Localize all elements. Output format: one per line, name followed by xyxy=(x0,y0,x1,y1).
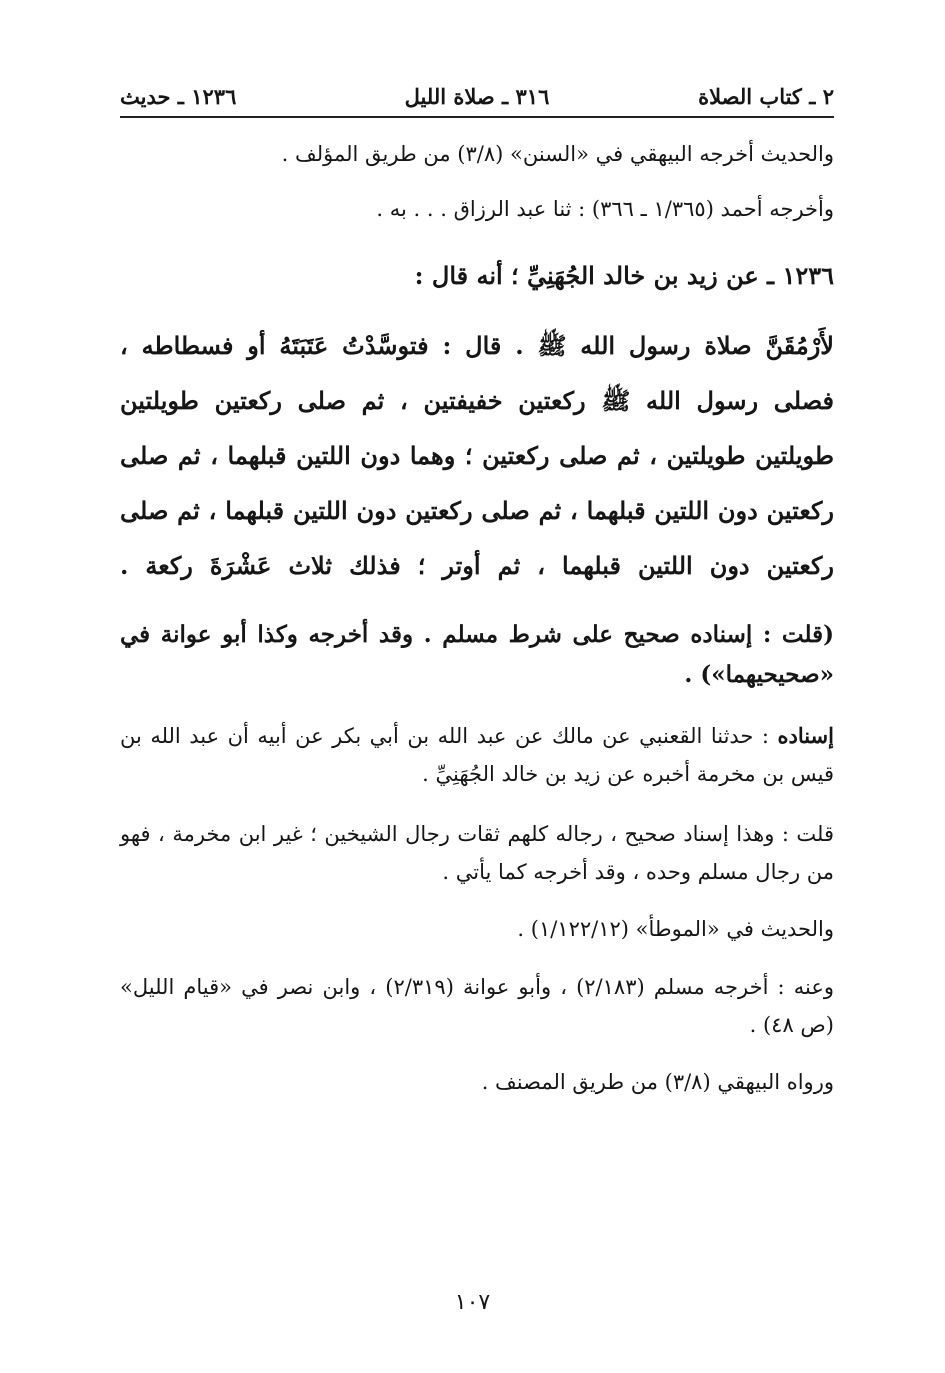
isnad-text: : حدثنا القعنبي عن مالك عن عبد الله بن أبي بكر عن أبيه أن عبد الله بن قيس بن مخرمة أخبره عن زيد بن خالد الجُهَنِيِّ . xyxy=(120,724,834,786)
hadith-text: لأَرْمُقَنَّ صلاة رسول الله ﷺ . قال : فتوسَّدْتُ عَتَبَتَهُ أو فسطاطه ، فصلى رسول الله ﷺ ركعتين خفيفتين ، ثم صلى ركعتين طويلتين طويلتين طويلتين ، ثم صلى ركعتين ؛ وهما دون اللتين قبلهما ، ثم صلى ركعتين دون اللتين قبلهما ، ثم صلى ركعتين دون اللتين قبلهما ، ثم صلى ركعتين دون اللتين قبلهما ، ثم أوتر ؛ فذلك ثلاث عَشْرَةَ ركعة . xyxy=(120,331,834,580)
header-hadith-number: ١٢٣٦ ـ حديث xyxy=(120,84,237,109)
paragraph-muslim: وعنه : أخرجه مسلم (٢/١٨٣) ، وأبو عوانة (٢/٣١٩) ، وابن نصر في «قيام الليل» (ص ٤٨) . xyxy=(120,975,834,1037)
grading-note: (قلت : إسناده صحيح على شرط مسلم . وقد أخرجه وكذا أبو عوانة في «صحيحيهما») . xyxy=(120,621,834,688)
header-section: ٣١٦ ـ صلاة الليل xyxy=(404,84,550,109)
paragraph-ahmad: وأخرجه أحمد (١/٣٦٥ ـ ٣٦٦) : ثنا عبد الرزاق . . . به . xyxy=(376,197,834,221)
running-header xyxy=(120,80,834,118)
paragraph-bayhaqi-sunan: والحديث أخرجه البيهقي في «السنن» (٣/٨) من طريق المؤلف . xyxy=(281,142,834,166)
paragraph-bayhaqi: ورواه البيهقي (٣/٨) من طريق المصنف . xyxy=(481,1070,834,1094)
isnad-comment: قلت : وهذا إسناد صحيح ، رجاله كلهم ثقات رجال الشيخين ؛ غير ابن مخرمة ، فهو من رجال مسلم وحده ، وقد أخرجه كما يأتي . xyxy=(120,822,834,884)
page-number: ١٠٧ xyxy=(454,1290,491,1315)
page-body xyxy=(120,138,834,1099)
paragraph-muwatta: والحديث في «الموطأ» (١/١٢٢/١٢) . xyxy=(517,917,834,941)
hadith-title: ١٢٣٦ ـ عن زيد بن خالد الجُهَنِيِّ ؛ أنه قال : xyxy=(414,261,834,290)
isnad-label: إسناده xyxy=(777,723,834,748)
header-chapter: ٢ ـ كتاب الصلاة xyxy=(698,84,834,109)
isnad-paragraph xyxy=(120,717,834,793)
